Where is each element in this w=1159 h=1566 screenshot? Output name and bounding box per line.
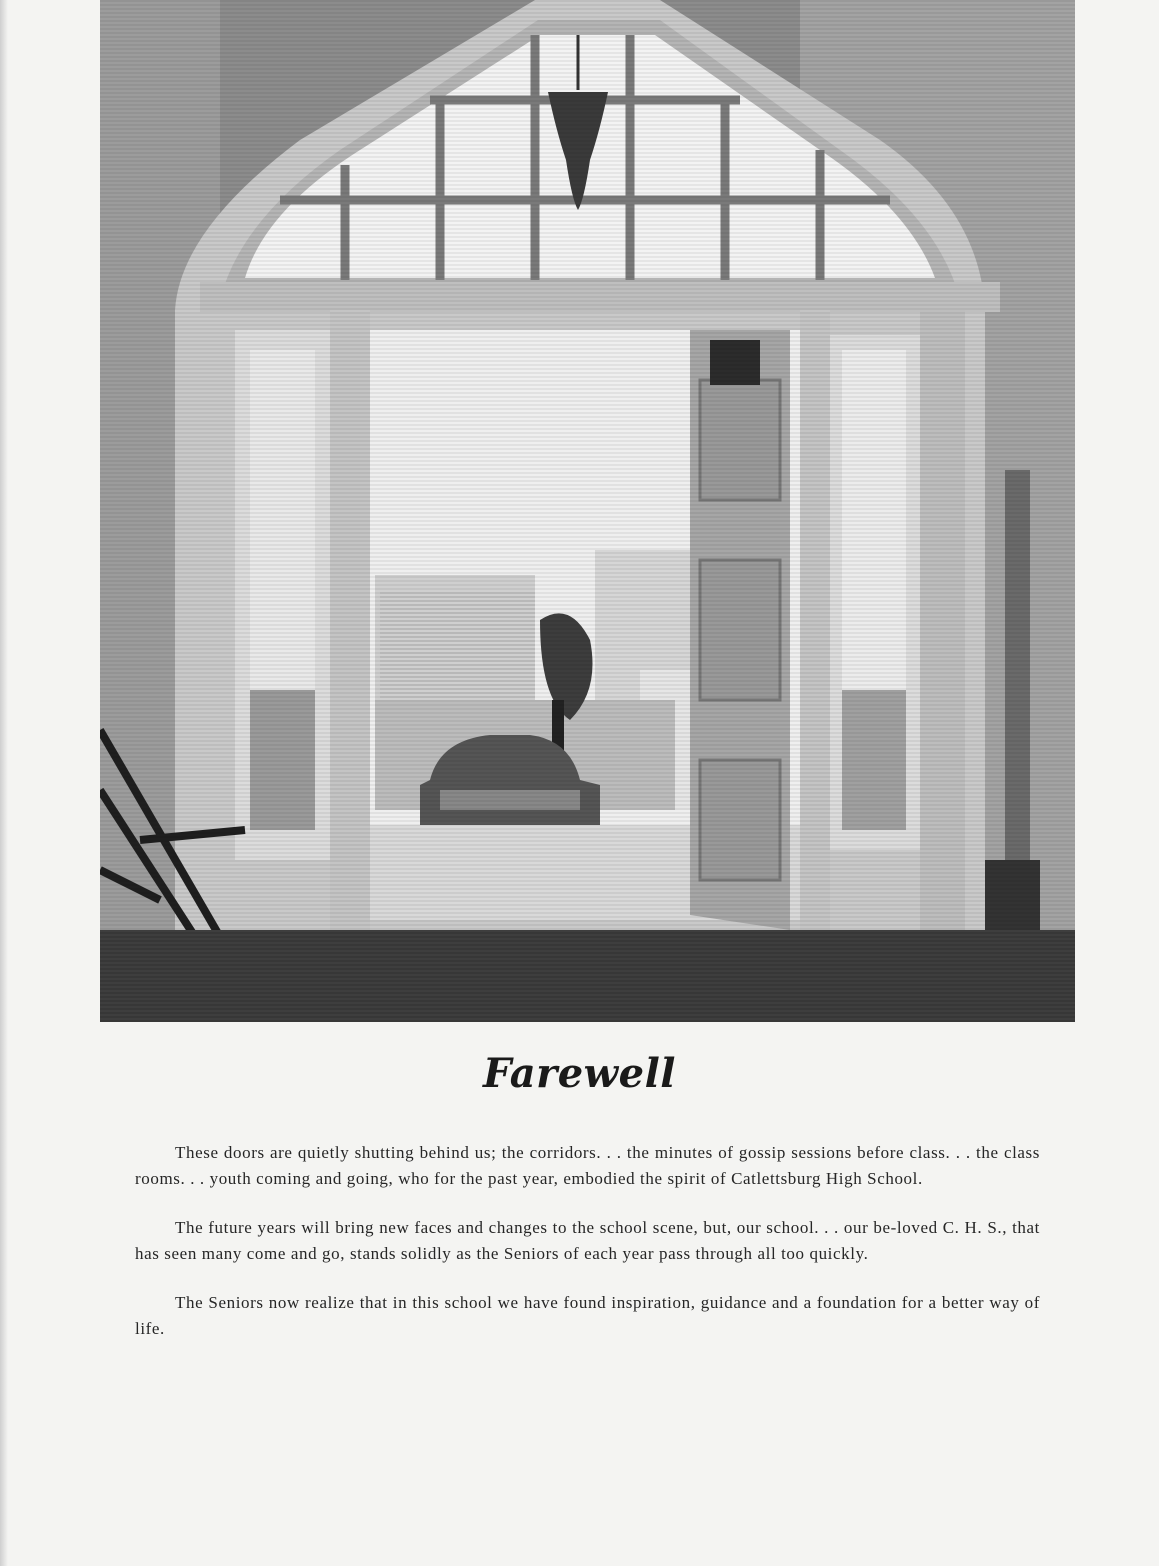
- paragraph: The future years will bring new faces and changes to the school scene, but, our school. . . our be-loved C. H. S., that has seen many come and go, stands solidly as the Seniors of each year pass through all too quickly.: [135, 1218, 1040, 1263]
- paragraph: The Seniors now realize that in this school we have found inspiration, guidance and a foundation for a better way of life.: [135, 1293, 1040, 1338]
- doorway-photo-icon: [100, 0, 1075, 1022]
- doorway-photo: [100, 0, 1075, 1022]
- body-text: [135, 1140, 1040, 1365]
- page-title: Farewell: [483, 1050, 676, 1097]
- page-edge: [0, 0, 8, 1566]
- paragraph: These doors are quietly shutting behind us; the corridors. . . the minutes of gossip sessions before class. . . the class rooms. . . youth coming and going, who for the past year, embodied the spirit of Catlettsburg High School.: [135, 1143, 1040, 1188]
